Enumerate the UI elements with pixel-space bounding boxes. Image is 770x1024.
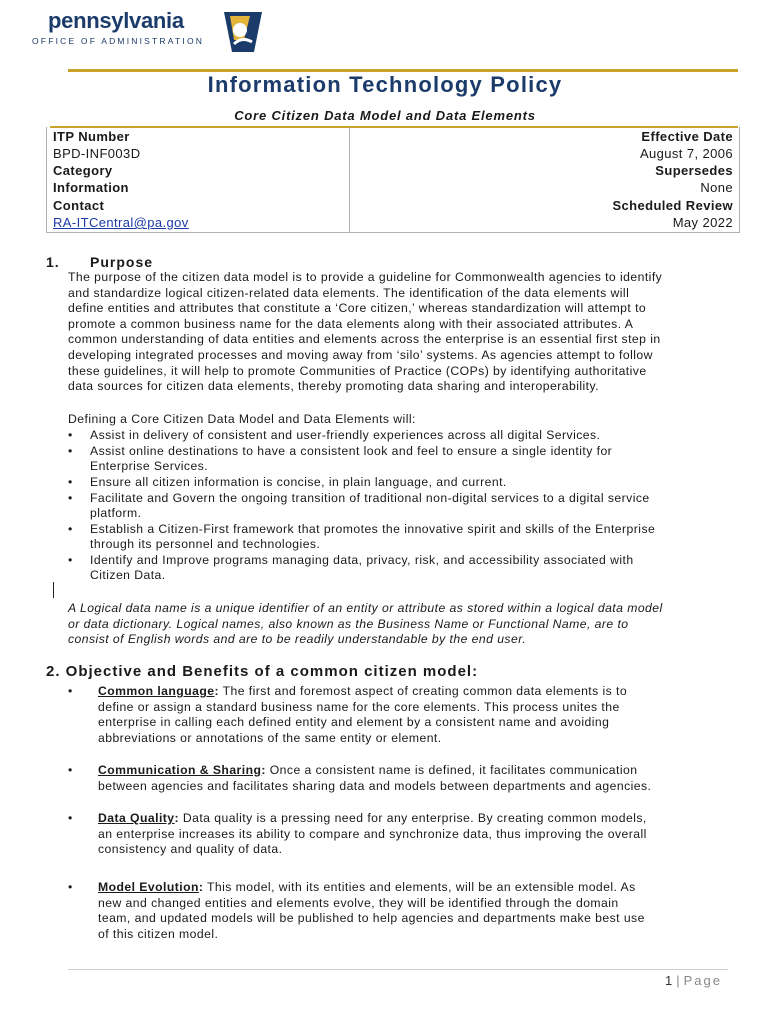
- purpose-line: define entities and attributes that constitute a ‘Core citizen,’ whereas standardization will attempt to: [68, 301, 647, 316]
- logical-data-name-note: [68, 601, 722, 648]
- bullet-icon: •: [68, 811, 73, 825]
- section-1-heading: Purpose: [90, 254, 154, 270]
- pa-logo: [30, 6, 240, 50]
- objective-term: Common language: [98, 684, 215, 698]
- purpose-line: developing integrated processes and moving away from ‘silo’ systems. As agencies attempt to follow: [68, 347, 653, 362]
- note-line: or data dictionary. Logical names, also known as the Business Name or Functional Name, are to: [68, 616, 629, 631]
- objective-term: Data Quality: [98, 811, 175, 825]
- purpose-line: and standardize logical citizen-related data elements. The identification of the data elements will: [68, 285, 630, 300]
- objective-term: Communication & Sharing: [98, 763, 262, 777]
- effective-date-value: August 7, 2006: [639, 146, 733, 161]
- text-cursor: [53, 582, 54, 598]
- policy-metadata-table: [46, 127, 740, 233]
- note-line: A Logical data name is a unique identifier of an entity or attribute as stored within a logical data model: [68, 601, 663, 615]
- section-1-number: 1.: [46, 254, 60, 270]
- metadata-left-column: [47, 127, 350, 232]
- page-word: Page: [683, 973, 722, 988]
- bullet-icon: •: [68, 684, 73, 698]
- scheduled-review-label: Scheduled Review: [612, 198, 733, 213]
- contact-email-link[interactable]: RA-ITCentral@pa.gov: [53, 215, 189, 230]
- purpose-line: promote a common business name for the data elements along with their associated attributes. A: [68, 316, 634, 331]
- purpose-line: data sources for citizen data elements, thereby promoting data sharing and interoperability.: [68, 379, 599, 394]
- logo-wordmark: pennsylvania: [48, 8, 184, 33]
- purpose-paragraph: [68, 270, 722, 395]
- bullet-icon: •: [68, 444, 73, 458]
- section-2-heading: 2. Objective and Benefits of a common citizen model:: [46, 663, 479, 680]
- document-subtitle: Core Citizen Data Model and Data Elements: [234, 108, 536, 123]
- itp-number-label: ITP Number: [53, 129, 130, 144]
- supersedes-value: None: [700, 180, 733, 195]
- logo-subtitle: OFFICE OF ADMINISTRATION: [32, 36, 205, 46]
- bullet-icon: •: [68, 763, 73, 777]
- keystone-icon: [220, 10, 266, 54]
- bullet-icon: •: [68, 491, 73, 505]
- itp-number-value: BPD-INF003D: [53, 146, 141, 161]
- category-value: Information: [53, 180, 129, 195]
- objective-term: Model Evolution: [98, 880, 199, 894]
- bullet-icon: •: [68, 475, 73, 489]
- bullet-icon: •: [68, 522, 73, 536]
- contact-label: Contact: [53, 198, 105, 213]
- bullet-icon: •: [68, 880, 73, 894]
- list-intro: Defining a Core Citizen Data Model and Data Elements will:: [68, 412, 416, 426]
- document-title: Information Technology Policy: [207, 72, 563, 97]
- page-number-value: 1: [665, 973, 674, 988]
- purpose-line: The purpose of the citizen data model is to provide a guideline for Commonwealth agencies to identify: [68, 270, 663, 284]
- category-label: Category: [53, 163, 113, 178]
- purpose-line: these guidelines, it will help to promote Communities of Practice (COPs) by identifying authoritative: [68, 363, 647, 378]
- effective-date-label: Effective Date: [641, 129, 733, 144]
- scheduled-review-value: May 2022: [672, 215, 733, 230]
- page-separator: |: [676, 973, 681, 988]
- supersedes-label: Supersedes: [655, 163, 733, 178]
- note-line: consist of English words and are to be readily understandable by the end user.: [68, 632, 527, 647]
- bullet-icon: •: [68, 553, 73, 567]
- metadata-right-column: [350, 127, 739, 232]
- bullet-icon: •: [68, 428, 73, 442]
- footer-rule: [68, 969, 728, 970]
- page-number: [665, 973, 722, 988]
- purpose-line: common understanding of data entities and elements across the enterprise is an essential first step in: [68, 332, 661, 347]
